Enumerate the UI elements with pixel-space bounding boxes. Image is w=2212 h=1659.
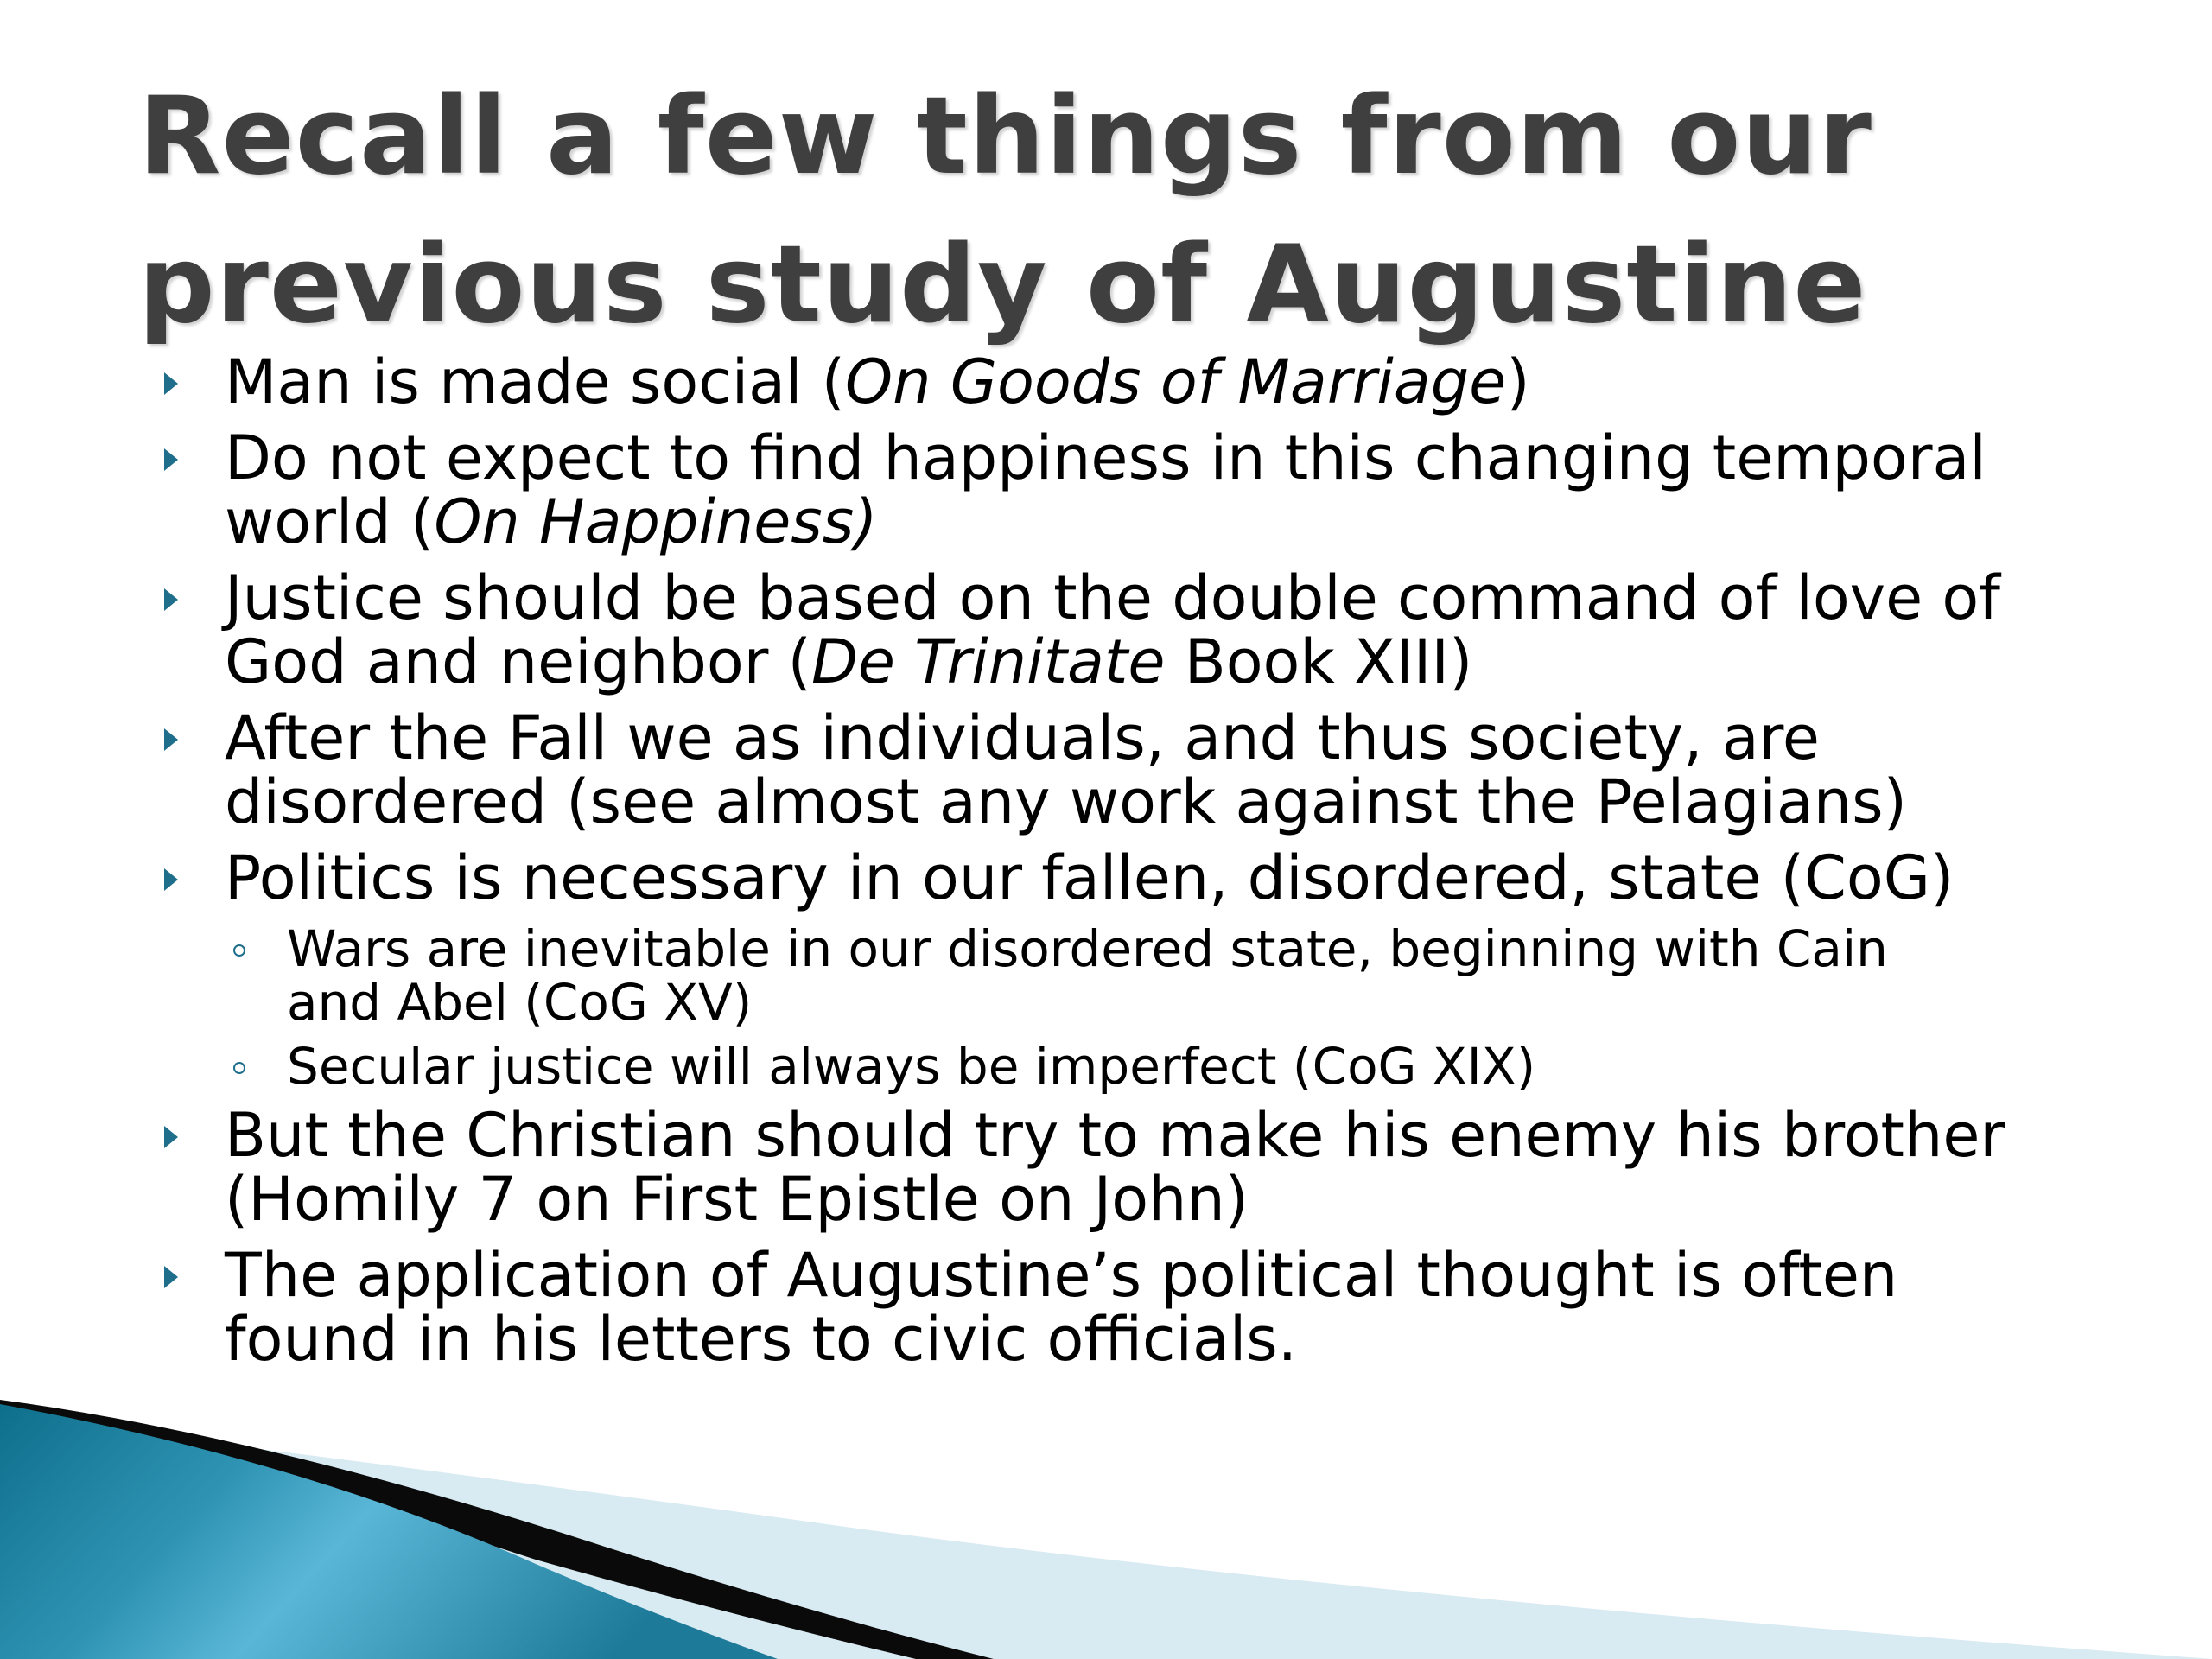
triangle-bullet-icon bbox=[164, 448, 178, 471]
triangle-bullet-icon bbox=[164, 728, 178, 751]
bullet-text: ) bbox=[1506, 346, 1530, 417]
sub-bullet-item bbox=[0, 1037, 2212, 1096]
triangle-bullet-icon bbox=[164, 1126, 178, 1148]
triangle-bullet-icon bbox=[164, 1266, 178, 1288]
italic-title-text: De Trinitate bbox=[810, 626, 1166, 697]
bullet-text: found in his letters to civic officials. bbox=[225, 1304, 1298, 1375]
bullet-line bbox=[225, 563, 2160, 633]
sub-bullet-item bbox=[0, 919, 2212, 1032]
bullet-text: Politics is necessary in our fallen, disordered, state (CoG) bbox=[225, 842, 1955, 913]
bullet-line bbox=[225, 346, 2160, 417]
bullet-line bbox=[225, 1240, 2160, 1311]
bullet-line bbox=[225, 702, 2160, 773]
bullet-text: The application of Augustine’s political thought is often bbox=[225, 1240, 1898, 1311]
bullet-text: But the Christian should try to make his enemy his brother bbox=[225, 1100, 2005, 1171]
ring-bullet-icon bbox=[233, 1062, 245, 1074]
bullet-item bbox=[0, 702, 2212, 837]
sub-bullet-text: Secular justice will always be imperfect (CoG XIX) bbox=[287, 1037, 1536, 1096]
ring-bullet-icon bbox=[233, 944, 245, 957]
title-line: previous study of Augustine bbox=[138, 223, 1867, 347]
bullet-line bbox=[225, 486, 2160, 557]
italic-title-text: On Happiness) bbox=[434, 486, 878, 557]
bullet-line bbox=[225, 1304, 2160, 1375]
sub-bullet-text: Wars are inevitable in our disordered state, beginning with Cain bbox=[287, 919, 1888, 978]
bullet-item bbox=[0, 563, 2212, 697]
bullet-item bbox=[0, 842, 2212, 913]
sub-bullet-line bbox=[287, 919, 2212, 978]
sub-bullet-line bbox=[287, 1037, 2212, 1096]
bullet-line bbox=[225, 626, 2160, 697]
triangle-bullet-icon bbox=[164, 372, 178, 395]
bullet-item bbox=[0, 1100, 2212, 1235]
bullet-line bbox=[225, 423, 2160, 493]
slide-title bbox=[138, 62, 2126, 359]
italic-title-text: On Goods of Marriage bbox=[845, 346, 1507, 417]
bullet-text: disordered (see almost any work against the Pelagians) bbox=[225, 766, 1907, 837]
bullet-text: God and neighbor ( bbox=[225, 626, 811, 697]
title-line: Recall a few things from our bbox=[138, 74, 1872, 199]
bullet-list bbox=[0, 346, 2212, 1383]
bullet-line bbox=[225, 1164, 2160, 1235]
bullet-text: After the Fall we as individuals, and thus society, are bbox=[225, 702, 1820, 773]
triangle-bullet-icon bbox=[164, 588, 178, 611]
triangle-bullet-icon bbox=[164, 868, 178, 891]
bullet-text: world ( bbox=[225, 486, 435, 557]
bullet-line bbox=[225, 842, 2160, 913]
sub-bullet-line bbox=[287, 973, 2212, 1032]
bullet-item bbox=[0, 346, 2212, 417]
bullet-text: Man is made social ( bbox=[225, 346, 846, 417]
sub-bullet-text: and Abel (CoG XV) bbox=[287, 973, 753, 1032]
bullet-item bbox=[0, 423, 2212, 557]
bullet-line bbox=[225, 766, 2160, 837]
bullet-text: Book XIII) bbox=[1165, 626, 1473, 697]
bullet-text: Justice should be based on the double command of love of bbox=[225, 563, 2000, 633]
bullet-item bbox=[0, 1240, 2212, 1375]
bullet-text: (Homily 7 on First Epistle on John) bbox=[225, 1164, 1249, 1235]
bullet-line bbox=[225, 1100, 2160, 1171]
bullet-text: Do not expect to find happiness in this changing temporal bbox=[225, 423, 1986, 493]
